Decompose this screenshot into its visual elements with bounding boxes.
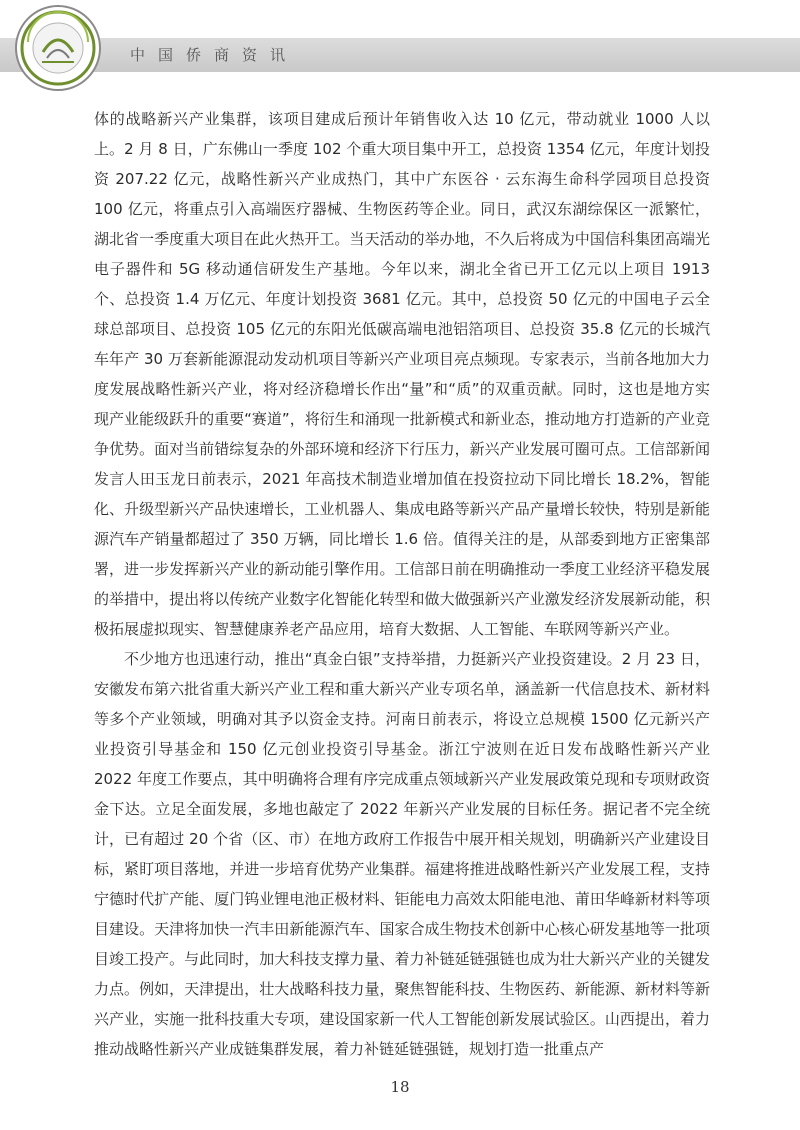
paragraph: 不少地方也迅速行动，推出“真金白银”支持举措，力挺新兴产业投资建设。2 月 23 日，安徽发布第六批省重大新兴产业工程和重大新兴产业专项名单，涵盖新一代信息技术、新材料等多个产业领域，明确对其予以资金支持。河南日前表示，将设立总规模 1500 亿元新兴产业投资引导基金和 150 亿元创业投资引导基金。浙江宁波则在近日发布战略性新兴产业 2022 年度工作要点，其中明确将合理有序完成重点领域新兴产业发展政策兑现和专项财政资金下达。立足全面发展，多地也敲定了 2022 年新兴产业发展的目标任务。据记者不完全统计，已有超过 20 个省（区、市）在地方政府工作报告中展开相关规划，明确新兴产业建设目标，紧盯项目落地，并进一步培育优势产业集群。福建将推进战略性新兴产业发展工程，支持宁德时代扩产能、厦门钨业锂电池正极材料、钜能电力高效太阳能电池、莆田华峰新材料等项目建设。天津将加快一汽丰田新能源汽车、国家合成生物技术创新中心核心研发基地等一批项目竣工投产。与此同时，加大科技支撑力量、着力补链延链强链也成为壮大新兴产业的关键发力点。例如，天津提出，壮大战略科技力量，聚焦智能科技、生物医药、新能源、新材料等新兴产业，实施一批科技重大专项，建设国家新一代人工智能创新发展试验区。山西提出，着力推动战略性新兴产业成链集群发展，着力补链延链强链，规划打造一批重点产 xyxy=(94,650,710,1058)
paragraph: 体的战略新兴产业集群，该项目建成后预计年销售收入达 10 亿元，带动就业 1000 人以上。2 月 8 日，广东佛山一季度 102 个重大项目集中开工，总投资 1354 亿元，年度计划投资 207.22 亿元，战略性新兴产业成热门，其中广东医谷 · 云东海生命科学园项目总投资 100 亿元，将重点引入高端医疗器械、生物医药等企业。同日，武汉东湖综保区一派繁忙，湖北省一季度重大项目在此火热开工。当天活动的举办地，不久后将成为中国信科集团高端光电子器件和 5G 移动通信研发生产基地。今年以来，湖北全省已开工亿元以上项目 1913 个、总投资 1.4 万亿元、年度计划投资 3681 亿元。其中，总投资 50 亿元的中国电子云全球总部项目、总投资 105 亿元的东阳光低碳高端电池铝箔项目、总投资 35.8 亿元的长城汽车年产 30 万套新能源混动发动机项目等新兴产业项目亮点频现。专家表示，当前各地加大力度发展战略性新兴产业，将对经济稳增长作出“量”和“质”的双重贡献。同时，这也是地方实现产业能级跃升的重要“赛道”，将衍生和涌现一批新模式和新业态，推动地方打造新的产业竞争优势。面对当前错综复杂的外部环境和经济下行压力，新兴产业发展可圈可点。工信部新闻发言人田玉龙日前表示，2021 年高技术制造业增加值在投资拉动下同比增长 18.2%，智能化、升级型新兴产品快速增长，工业机器人、集成电路等新兴产品产量增长较快，特别是新能源汽车产销量都超过了 350 万辆，同比增长 1.6 倍。值得关注的是，从部委到地方正密集部署，进一步发挥新兴产业的新动能引擎作用。工信部日前在明确推动一季度工业经济平稳发展的举措中，提出将以传统产业数字化智能化转型和做大做强新兴产业激发经济发展新动能，积极拓展虚拟现实、智慧健康养老产品应用，培育大数据、人工智能、车联网等新兴产业。 xyxy=(94,110,710,638)
organization-logo xyxy=(14,4,102,92)
header-title: 中国侨商资讯 xyxy=(130,46,299,64)
header-band xyxy=(0,38,800,72)
article-body xyxy=(94,104,710,1064)
page-number: 18 xyxy=(390,1078,410,1096)
